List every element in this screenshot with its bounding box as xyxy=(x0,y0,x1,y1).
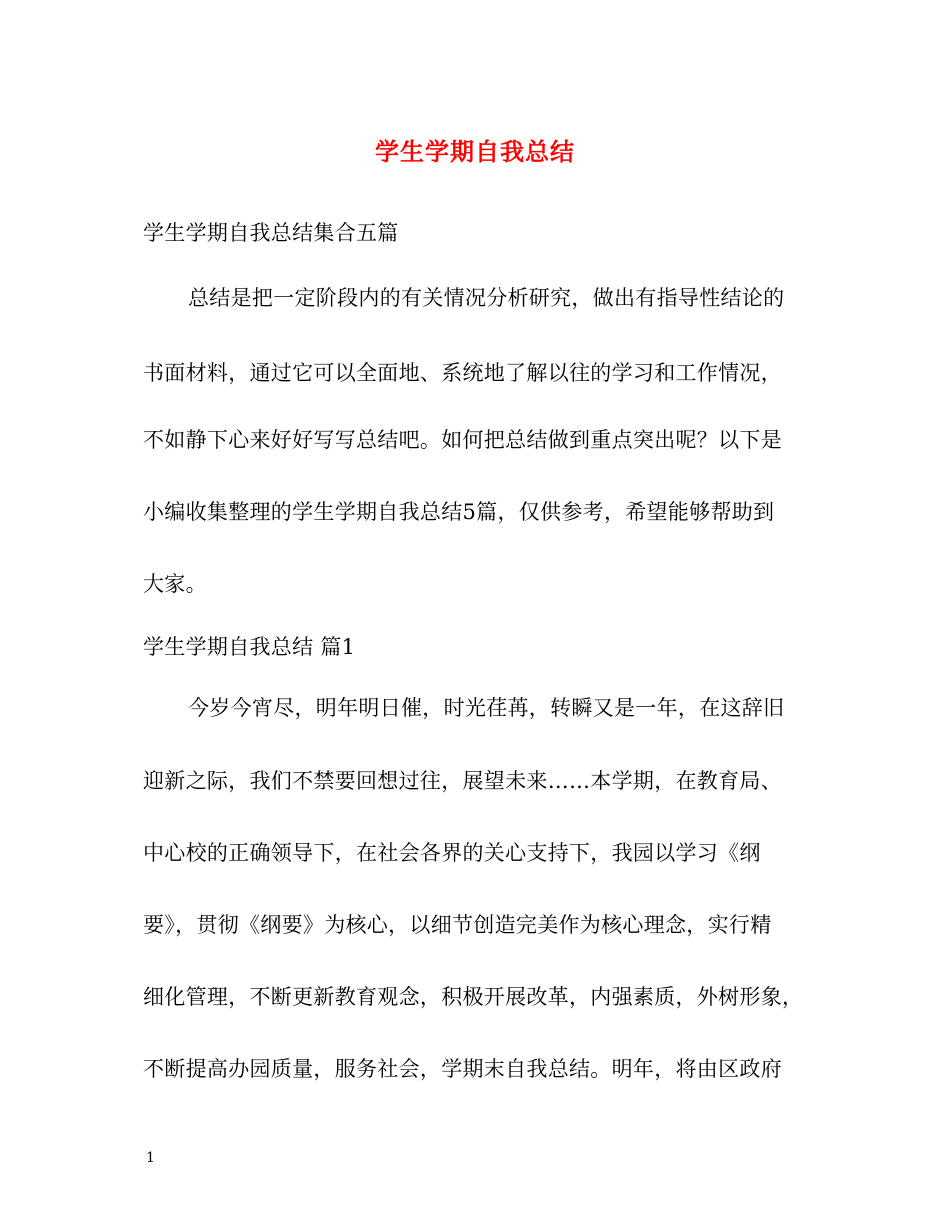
section-line: 迎新之际，我们不禁要回想过往，展望未来……本学期，在教育局、 xyxy=(143,769,782,793)
section-line: 不断提高办园质量，服务社会，学期末自我总结。明年，将由区政府 xyxy=(143,1057,782,1081)
section-line: 要》，贯彻《纲要》为核心，以细节创造完美作为核心理念，实行精 xyxy=(143,913,772,937)
page-number: 1 xyxy=(146,1150,155,1166)
intro-line: 大家。 xyxy=(143,572,207,596)
intro-line: 总结是把一定阶段内的有关情况分析研究，做出有指导性结论的 xyxy=(188,286,785,310)
section-heading: 学生学期自我总结 篇1 xyxy=(143,635,356,659)
document-title: 学生学期自我总结 xyxy=(375,137,575,166)
section-line: 中心校的正确领导下，在社会各界的关心支持下，我园以学习《纲 xyxy=(143,841,761,865)
intro-line: 不如静下心来好好写写总结吧。如何把总结做到重点突出呢？以下是 xyxy=(143,428,782,452)
intro-line: 小编收集整理的学生学期自我总结5篇，仅供参考，希望能够帮助到 xyxy=(143,500,775,524)
intro-line: 书面材料，通过它可以全面地、系统地了解以往的学习和工作情况， xyxy=(143,361,782,385)
document-subtitle: 学生学期自我总结集合五篇 xyxy=(143,221,399,245)
section-line: 细化管理，不断更新教育观念，积极开展改革，内强素质，外树形象， xyxy=(143,985,804,1009)
section-line: 今岁今宵尽，明年明日催，时光荏苒，转瞬又是一年，在这辞旧 xyxy=(188,696,785,720)
